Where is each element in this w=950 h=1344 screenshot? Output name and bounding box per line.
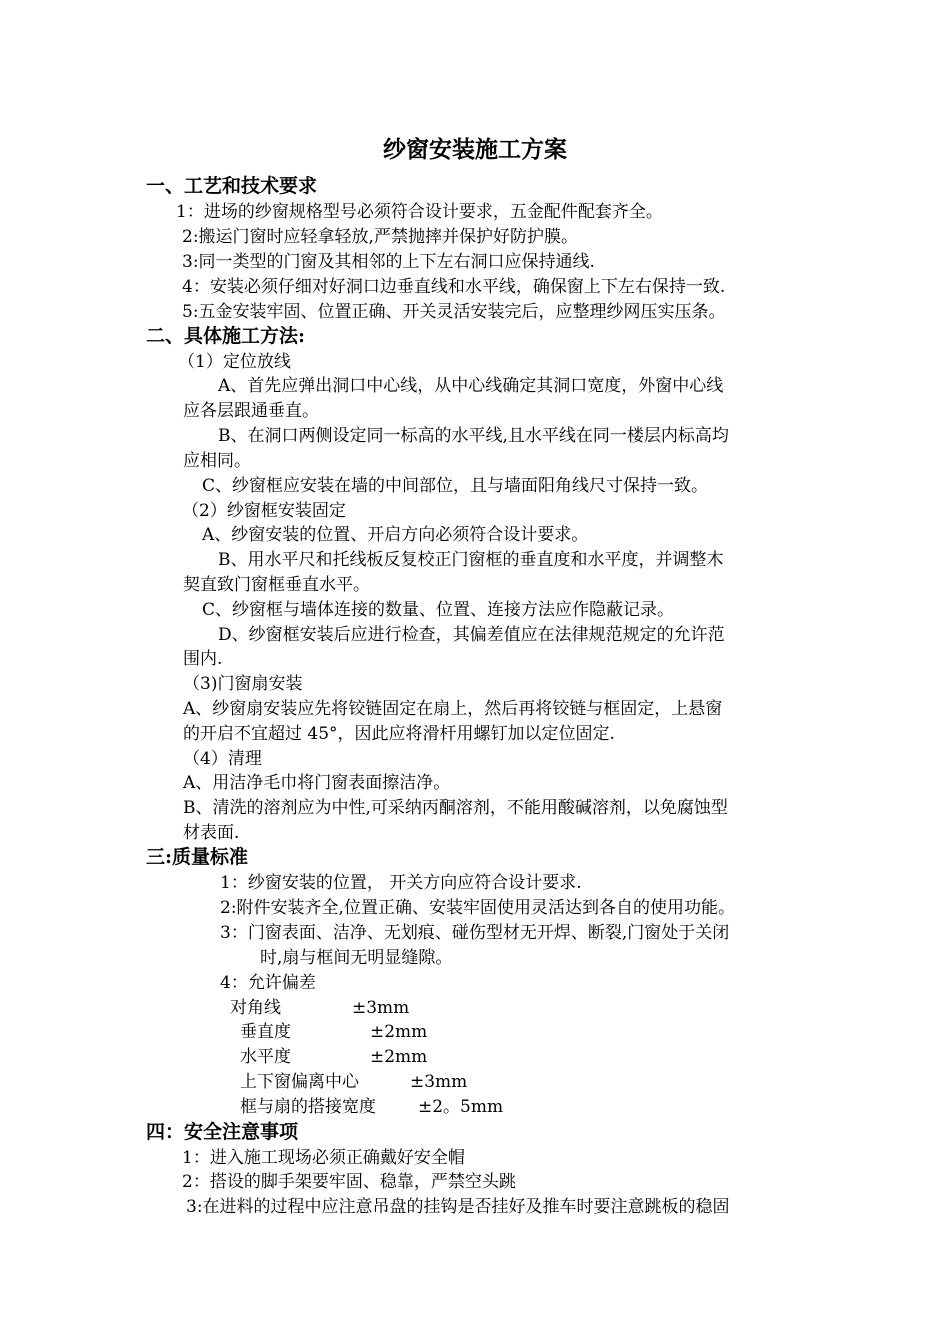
- section-2-line-9: B、用水平尺和托线板反复校正门窗框的垂直度和水平度，并调整木: [218, 550, 724, 570]
- section-2-line-7: （2）纱窗框安装固定: [182, 501, 346, 521]
- section-4-line-2: 2：搭设的脚手架要牢固、稳靠，严禁空头跳: [182, 1172, 516, 1192]
- section-1-line-1: 1：进场的纱窗规格型号必须符合设计要求，五金配件配套齐全。: [176, 202, 663, 222]
- section-2-line-3: 应各层跟通垂直。: [183, 401, 319, 421]
- section-2-line-16: 的开启不宜超过 45°，因此应将滑杆用螺钉加以定位固定.: [183, 724, 615, 744]
- section-2-line-5: 应相同。: [183, 451, 251, 471]
- section-3-line-3: 3：门窗表面、洁净、无划痕、碰伤型材无开焊、断裂,门窗处于关闭: [220, 923, 730, 943]
- tolerance-value-2: ±2mm: [370, 1022, 428, 1042]
- section-2-line-8: A、纱窗安装的位置、开启方向必须符合设计要求。: [202, 525, 589, 545]
- section-2-line-19: B、清洗的溶剂应为中性,可采纳丙酮溶剂，不能用酸碱溶剂，以免腐蚀型: [183, 798, 728, 818]
- section-2-line-2: A、首先应弹出洞口中心线，从中心线确定其洞口宽度，外窗中心线: [218, 376, 724, 396]
- section-4-line-1: 1：进入施工现场必须正确戴好安全帽: [182, 1148, 465, 1168]
- tolerance-value-5: ±2。5mm: [418, 1097, 504, 1117]
- section-3-line-4: 时,扇与框间无明显缝隙。: [260, 948, 453, 968]
- tolerance-value-3: ±2mm: [370, 1047, 428, 1067]
- section-2-line-1: （1）定位放线: [178, 352, 291, 372]
- tolerance-item-1: 对角线: [230, 998, 281, 1018]
- section-2-line-4: B、在洞口两侧设定同一标高的水平线,且水平线在同一楼层内标高均: [218, 426, 729, 446]
- section-3-line-1: 1：纱窗安装的位置， 开关方向应符合设计要求.: [220, 873, 582, 893]
- section-2-line-12: D、纱窗框安装后应进行检查，其偏差值应在法律规范规定的允许范: [218, 625, 725, 645]
- tolerance-item-4: 上下窗偏离中心: [240, 1072, 359, 1092]
- section-heading-3: 三:质量标准: [146, 846, 249, 868]
- section-2-line-13: 围内.: [183, 649, 223, 669]
- section-heading-4: 四：安全注意事项: [146, 1121, 299, 1143]
- section-2-line-20: 材表面.: [183, 823, 240, 843]
- section-2-line-17: （4）清理: [183, 749, 262, 769]
- section-heading-2: 二、具体施工方法:: [146, 325, 306, 347]
- section-1-line-2: 2:搬运门窗时应轻拿轻放,严禁抛摔并保护好防护膜。: [182, 227, 578, 247]
- tolerance-item-3: 水平度: [240, 1047, 291, 1067]
- section-2-line-18: A、用洁净毛巾将门窗表面擦洁净。: [183, 773, 451, 793]
- section-2-line-6: C、纱窗框应安装在墙的中间部位，且与墙面阳角线尺寸保持一致。: [202, 476, 709, 496]
- document-title: 纱窗安装施工方案: [383, 136, 567, 163]
- section-2-line-10: 契直致门窗框垂直水平。: [183, 575, 370, 595]
- tolerance-item-2: 垂直度: [240, 1022, 291, 1042]
- section-2-line-15: A、纱窗扇安装应先将铰链固定在扇上，然后再将铰链与框固定，上悬窗: [183, 699, 723, 719]
- section-2-line-14: （3)门窗扇安装: [183, 674, 303, 694]
- tolerance-value-4: ±3mm: [410, 1072, 468, 1092]
- section-1-line-5: 5:五金安装牢固、位置正确、开关灵活安装完后，应整理纱网压实压条。: [182, 302, 726, 322]
- section-1-line-4: 4：安装必须仔细对好洞口边垂直线和水平线，确保窗上下左右保持一致.: [182, 277, 726, 297]
- section-2-line-11: C、纱窗框与墙体连接的数量、位置、连接方法应作隐蔽记录。: [202, 600, 675, 620]
- section-1-line-3: 3:同一类型的门窗及其相邻的上下左右洞口应保持通线.: [182, 252, 595, 272]
- section-heading-1: 一、工艺和技术要求: [146, 175, 318, 197]
- section-4-line-3: 3:在进料的过程中应注意吊盘的挂钩是否挂好及推车时要注意跳板的稳固: [186, 1197, 730, 1217]
- tolerance-value-1: ±3mm: [352, 998, 410, 1018]
- tolerance-item-5: 框与扇的搭接宽度: [240, 1097, 376, 1117]
- section-3-line-2: 2:附件安装齐全,位置正确、安装牢固使用灵活达到各自的使用功能。: [220, 898, 735, 918]
- section-3-line-5: 4：允许偏差: [220, 973, 316, 993]
